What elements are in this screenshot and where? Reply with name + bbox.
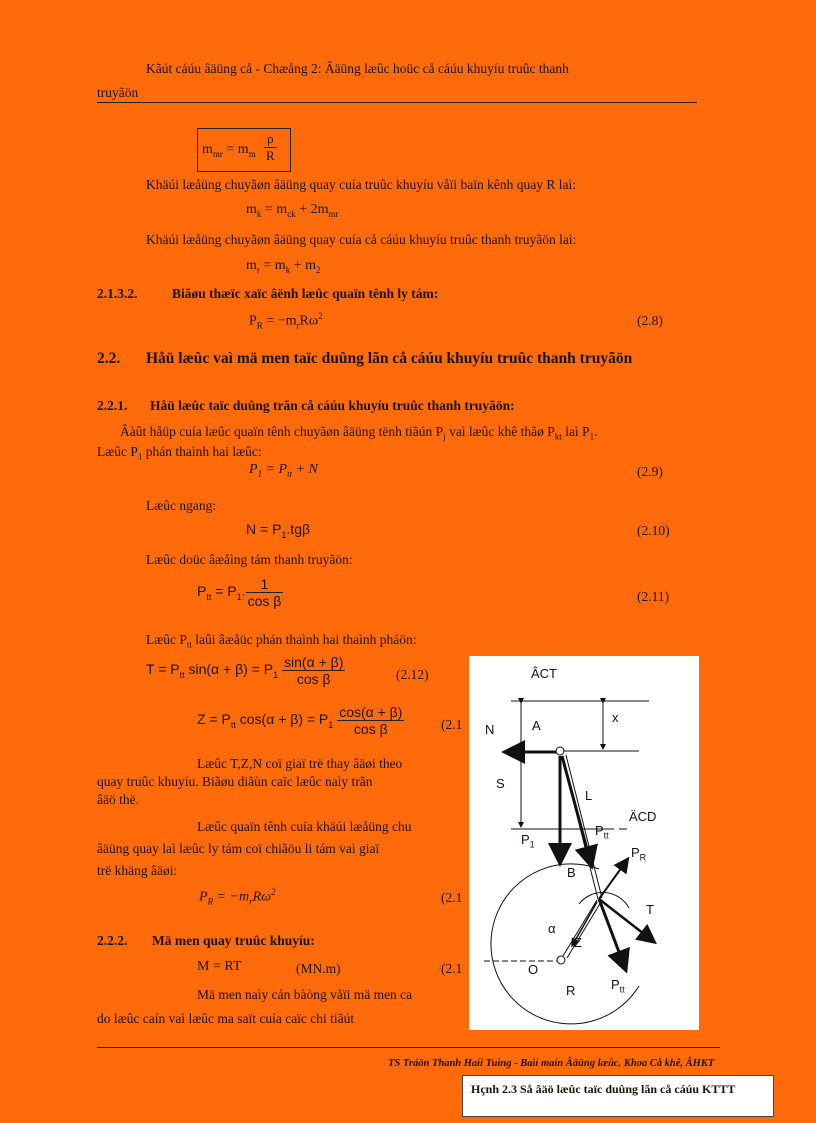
section-22-number: 2.2.: [97, 350, 121, 367]
equation-2-11: $P_{tt} = P_1$. $\frac{1}{\text{cos β}}$: [197, 576, 282, 609]
paragraph-ptt-split: Læûc $P_{tt}$ laûi âæåüc phán thaình hai thaình pháön:: [146, 632, 417, 650]
paragraph-tzn-line1: Læûc T,Z,N coï giaï trë thay âäøi theo: [197, 756, 403, 771]
piston-pin: [556, 747, 564, 755]
section-2132-number: 2.1.3.2.: [97, 286, 138, 301]
paragraph-p1-split: Læûc $P_1$ phán thaình hai læûc:: [97, 444, 262, 462]
label-t: T: [646, 902, 654, 917]
footer-rule: [97, 1047, 720, 1048]
alpha-arc: [579, 892, 629, 908]
crank-center: [557, 956, 565, 964]
force-diagram: [469, 656, 699, 1030]
equation-2-15-number: (2.1: [441, 961, 463, 976]
equation-2-10-number: (2.10): [637, 523, 670, 538]
label-tdc: ÂCT: [531, 666, 557, 681]
paragraph-pr-line3: trë khäng âäøi:: [97, 863, 178, 878]
section-221-title: Håü læûc taïc duûng trãn cå cáúu khuyíu truûc thanh truyãön:: [150, 398, 515, 413]
equation-mk: $m_k = m_{ck} + 2m_{mr}$: [246, 202, 339, 219]
paragraph-mr-intro: Khäúi læåüng chuyãøn âäüng quay cuía cå cáúu khuyíu truûc thanh truyãön laì:: [146, 232, 577, 247]
header-line1: Kãút cáúu âäüng cå - Chæång 2: Âäüng læûc hoüc cå cáúu khuyíu truûc thanh: [146, 61, 569, 76]
label-l: L: [585, 788, 593, 803]
equation-2-11-number: (2.11): [637, 589, 670, 604]
section-222-number: 2.2.2.: [97, 933, 128, 948]
label-a: A: [532, 718, 541, 733]
crank-arm-2: [567, 902, 601, 958]
force-diagram-svg: [469, 656, 699, 1030]
label-ptt: $P_{tt}$: [595, 823, 609, 841]
label-n: N: [485, 722, 495, 737]
equation-2-8: $P_R = -m_rR\omega^2$: [249, 311, 323, 331]
section-22-title: Håü læûc vaì mä men taïc duûng lãn cå cáúu khuyíu truûc thanh truyãön: [146, 350, 633, 367]
equation-2-13: $Z = P_{tt}$ $\cos(\alpha + \beta) = P_1$ $\frac{\cos(\alpha + \beta)}{\text{cos β}}$: [197, 704, 403, 737]
equation-2-15-lhs: M = RT: [197, 959, 242, 974]
label-s: S: [496, 776, 505, 791]
label-pr: $P_R$: [631, 845, 647, 863]
paragraph-moment-line1: Mä men naìy cán bàòng våïi mä men ca: [197, 987, 413, 1002]
figure-caption: Hçnh 2.3 Så âäö læûc taïc duûng lãn cå cáúu KTTT: [462, 1075, 774, 1117]
section-221-number: 2.2.1.: [97, 398, 128, 413]
pr-force-arrow: [599, 860, 627, 899]
equation-2-9: $P_1 = P_{tt} + N$: [249, 462, 318, 479]
label-alpha: α: [548, 921, 556, 936]
equation-2-13-number: (2.1: [441, 717, 463, 732]
equation-mr: $m_r = m_k + m_2$: [246, 258, 321, 275]
header-rule: [97, 102, 697, 103]
equation-2-15-unit: (MN.m): [296, 961, 341, 976]
equation-2-12-number: (2.12): [396, 667, 429, 682]
label-ptt-crank: $P_{tt}$: [611, 977, 625, 995]
label-o: O: [528, 962, 539, 977]
label-bdc: ÄCD: [629, 809, 657, 824]
label-z: Z: [574, 935, 582, 950]
paragraph-tzn-line3: âäö thë.: [97, 792, 139, 807]
equation-2-9-number: (2.9): [637, 464, 663, 479]
paragraph-pr-line2: âäüng quay laì læûc ly tám coï chiãöu li tám vaì giaï: [97, 841, 380, 856]
paragraph-pr-line1: Læûc quaïn tênh cuía khäúi læåüng chu: [197, 819, 412, 834]
section-2132-title: Biãøu thæïc xaïc âënh læûc quaïn tênh ly tám:: [172, 286, 439, 301]
header-line2: truyãön: [97, 85, 139, 100]
equation-2-12: $T = P_{tt}$ $\sin(\alpha + \beta) = P_1$ $\frac{\sin(\alpha + \beta)}{\text{cos β}}$: [146, 654, 344, 687]
label-x: x: [612, 710, 619, 725]
equation-2-14-number: (2.1: [441, 890, 463, 905]
equation-2-10: $N = P_1.tg\beta$: [246, 521, 311, 540]
paragraph-horizontal-force: Læûc ngang:: [146, 498, 217, 513]
equation-box-mmr: $m_{mr} = m_m$ $\frac{\rho}{R}$: [197, 128, 291, 172]
footer-text: TS Tráön Thanh Haíi Tuìng - Baìi maín Âäüng læûc, Khoa Cå khê, ÂHKT: [388, 1058, 715, 1069]
equation-2-8-number: (2.8): [637, 313, 663, 328]
label-b: B: [567, 865, 576, 880]
label-p1: $P_1$: [521, 832, 535, 850]
equation-2-14: $P_R = -m_rR\omega^2$: [199, 887, 276, 907]
paragraph-p1-def: Âàût håüp cuía læûc quaïn tênh chuyãøn âäüng tënh tiãún $P_j$ vaì læûc khê thãø $P_{kt}$ laì $P_1$.: [120, 424, 598, 442]
label-r: R: [566, 983, 576, 998]
section-222-title: Mä men quay truûc khuyíu:: [152, 933, 315, 948]
paragraph-moment-line2: do læûc caín vaì læûc ma saït cuía caïc chi tiãút: [97, 1011, 355, 1026]
paragraph-tzn-line2: quay truûc khuyíu. Biãøu diãùn caïc læûc naìy trãn: [97, 774, 373, 789]
paragraph-rod-force: Læûc doüc âæåìng tám thanh truyãön:: [146, 552, 353, 567]
paragraph-mk-intro: Khäúi læåüng chuyãøn âäüng quay cuía truûc khuyíu våïi baïn kênh quay R laì:: [146, 177, 577, 192]
